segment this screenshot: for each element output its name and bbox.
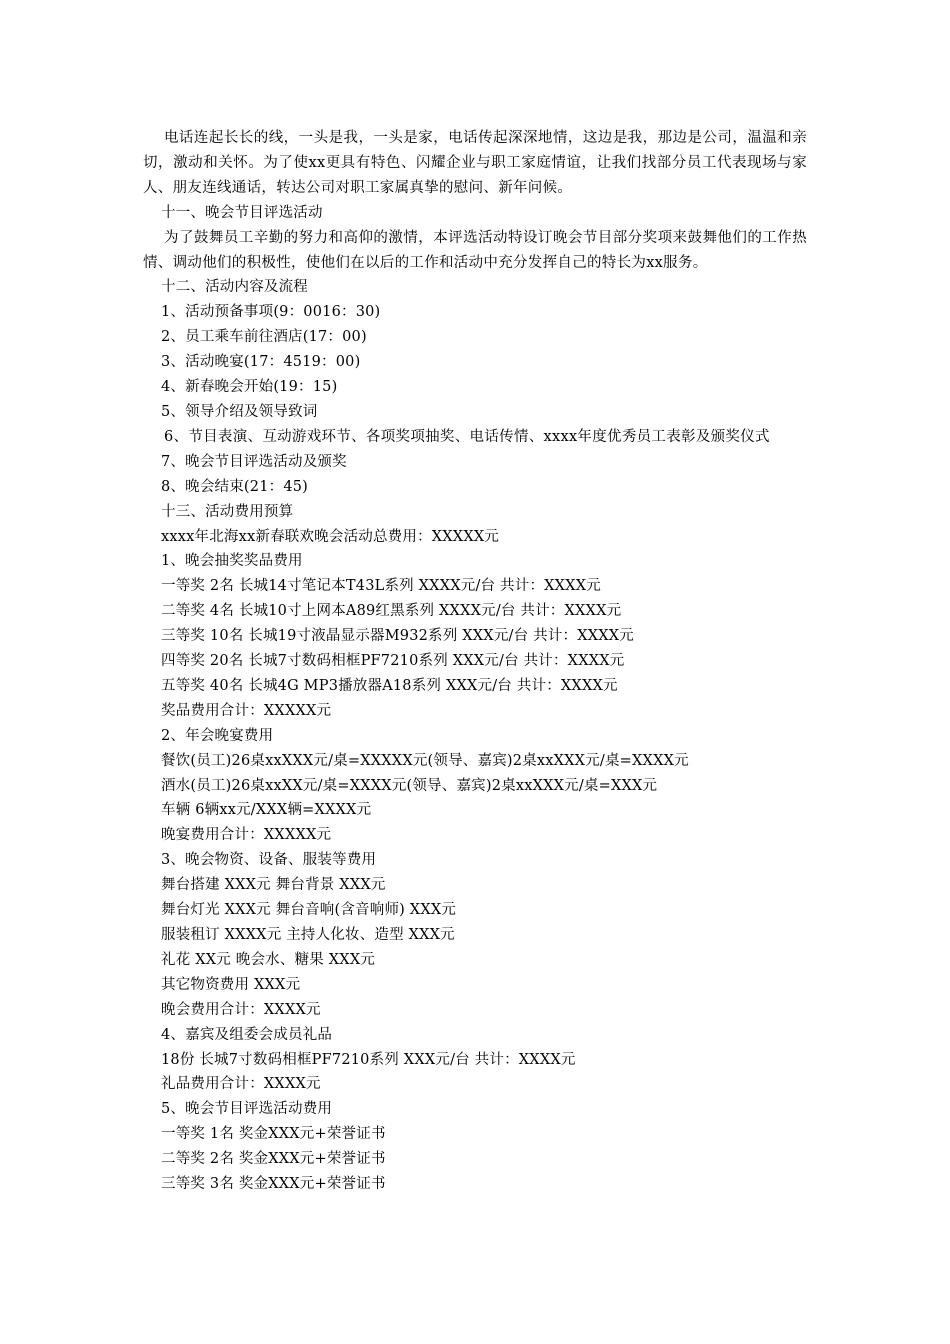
paragraph-phone-greeting: 电话连起长长的线，一头是我，一头是家，电话传起深深地情，这边是我，那边是公司，温温和亲切，激动和关怀。为了使xx更具有特色、闪耀企业与职工家庭情谊，让我们找部分员工代表现场与家人、朋友连线通话，转达公司对职工家属真挚的慰问、新年问候。 (143, 130, 807, 196)
budget-line: 舞台灯光 XXX元 舞台音响(含音响师) XXX元 (161, 902, 457, 919)
budget-line: 晚宴费用合计：XXXXX元 (161, 827, 332, 844)
schedule-item: 8、晚会结束(21：45) (161, 478, 309, 495)
section-heading-12: 十二、活动内容及流程 (161, 279, 308, 296)
budget-line: 其它物资费用 XXX元 (161, 976, 301, 993)
budget-line: 奖品费用合计：XXXXX元 (161, 702, 332, 719)
budget-line: 四等奖 20名 长城7寸数码相框PF7210系列 XXX元/台 共计：XXXX元 (161, 653, 625, 670)
budget-line: 一等奖 1名 奖金XXX元+荣誉证书 (161, 1126, 386, 1143)
budget-line: 车辆 6辆xx元/XXX辆=XXXX元 (161, 802, 372, 819)
budget-line: 餐饮(员工)26桌xxXXX元/桌=XXXXX元(领导、嘉宾)2桌xxXXX元/桌=XXXX元 (161, 752, 689, 769)
budget-line: 一等奖 2名 长城14寸笔记本T43L系列 XXXX元/台 共计：XXXX元 (161, 578, 601, 595)
schedule-list (143, 300, 807, 499)
budget-line: 服装租订 XXXX元 主持人化妆、造型 XXX元 (161, 927, 455, 943)
schedule-item: 4、新春晚会开始(19：15) (161, 379, 338, 396)
budget-line: 1、晚会抽奖奖品费用 (161, 553, 303, 570)
budget-line: 礼花 XX元 晚会水、糖果 XXX元 (161, 951, 376, 968)
document-body (143, 126, 807, 1197)
budget-line: xxxx年北海xx新春联欢晚会活动总费用：XXXXX元 (161, 528, 500, 545)
budget-line: 5、晚会节目评选活动费用 (161, 1101, 333, 1118)
section-heading-11: 十一、晚会节目评选活动 (161, 204, 323, 221)
budget-list (143, 525, 807, 1197)
budget-line: 3、晚会物资、设备、服装等费用 (161, 852, 377, 869)
budget-line: 礼品费用合计：XXXX元 (161, 1076, 321, 1093)
schedule-item: 1、活动预备事项(9：0016：30) (161, 304, 381, 321)
schedule-item: 2、员工乘车前往酒店(17：00) (161, 329, 367, 346)
schedule-item: 7、晚会节目评选活动及颁奖 (161, 453, 347, 470)
schedule-item: 5、领导介绍及领导致词 (161, 403, 318, 420)
schedule-item-wrapped: 6、节目表演、互动游戏环节、各项奖项抽奖、电话传情、xxxx年度优秀员工表彰及颁奖仪式 (164, 428, 770, 445)
budget-line: 酒水(员工)26桌xxXX元/桌=XXXX元(领导、嘉宾)2桌xxXXX元/桌=XXX元 (161, 777, 658, 794)
budget-line: 晚会费用合计：XXXX元 (161, 1001, 321, 1018)
budget-line: 舞台搭建 XXX元 舞台背景 XXX元 (161, 877, 386, 894)
budget-line: 4、嘉宾及组委会成员礼品 (161, 1026, 333, 1043)
budget-line: 五等奖 40名 长城4G MP3播放器A18系列 XXX元/台 共计：XXXX元 (161, 677, 618, 694)
budget-line: 2、年会晚宴费用 (161, 727, 274, 744)
budget-line: 二等奖 4名 长城10寸上网本A89红黑系列 XXXX元/台 共计：XXXX元 (161, 603, 622, 620)
budget-line: 三等奖 3名 奖金XXX元+荣誉证书 (161, 1176, 386, 1193)
budget-line: 二等奖 2名 奖金XXX元+荣誉证书 (161, 1151, 386, 1168)
paragraph-program-selection: 为了鼓舞员工辛勤的努力和高仰的激情，本评选活动特设订晚会节目部分奖项来鼓舞他们的工作热情、调动他们的积极性，使他们在以后的工作和活动中充分发挥自己的特长为xx服务。 (143, 229, 807, 271)
budget-line: 三等奖 10名 长城19寸液晶显示器M932系列 XXX元/台 共计：XXXX元 (161, 628, 635, 645)
section-heading-13: 十三、活动费用预算 (161, 503, 294, 520)
schedule-item: 3、活动晚宴(17：4519：00) (161, 354, 361, 371)
budget-line: 18份 长城7寸数码相框PF7210系列 XXX元/台 共计：XXXX元 (161, 1051, 576, 1068)
